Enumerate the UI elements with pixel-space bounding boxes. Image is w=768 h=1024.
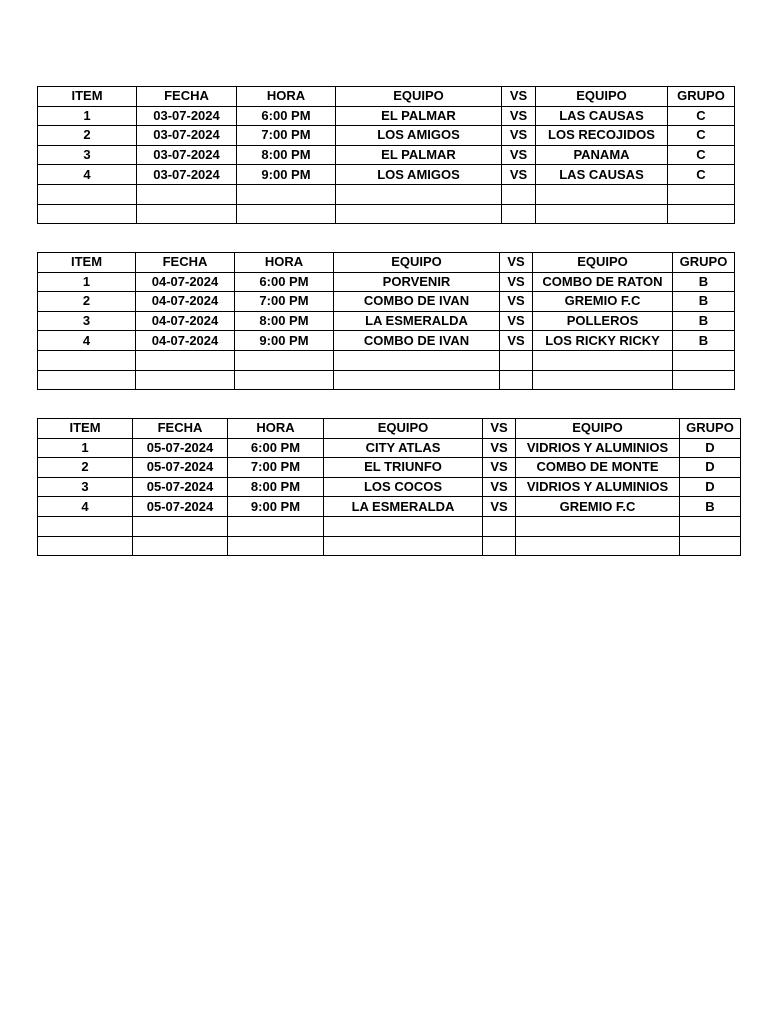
header-grupo: GRUPO — [673, 253, 735, 273]
table-row — [38, 331, 735, 351]
header-item: ITEM — [38, 419, 133, 439]
cell-grupo: B — [673, 292, 735, 312]
cell-vs: VS — [483, 438, 516, 458]
table-row — [38, 145, 735, 165]
cell-grupo: C — [668, 106, 735, 126]
cell-hora: 9:00 PM — [235, 331, 334, 351]
cell-equipo-local — [334, 370, 500, 390]
cell-equipo-local: PORVENIR — [334, 272, 500, 292]
schedule-table-2 — [37, 252, 735, 390]
cell-item: 2 — [38, 292, 136, 312]
cell-item: 4 — [38, 497, 133, 517]
cell-grupo — [668, 204, 735, 224]
cell-grupo — [673, 350, 735, 370]
cell-equipo-local: LOS AMIGOS — [336, 126, 502, 146]
cell-vs: VS — [500, 311, 533, 331]
cell-vs — [500, 350, 533, 370]
cell-fecha: 05-07-2024 — [133, 458, 228, 478]
cell-grupo — [680, 536, 741, 556]
header-equipo-local: EQUIPO — [324, 419, 483, 439]
table-row — [38, 184, 735, 204]
table-row — [38, 204, 735, 224]
cell-equipo-visitante: PANAMA — [536, 145, 668, 165]
cell-equipo-local — [336, 204, 502, 224]
cell-vs — [500, 370, 533, 390]
cell-item: 3 — [38, 477, 133, 497]
cell-equipo-visitante: COMBO DE MONTE — [516, 458, 680, 478]
header-equipo-visitante: EQUIPO — [533, 253, 673, 273]
cell-equipo-visitante: LOS RECOJIDOS — [536, 126, 668, 146]
header-grupo: GRUPO — [668, 87, 735, 107]
cell-fecha: 05-07-2024 — [133, 477, 228, 497]
cell-equipo-local: EL PALMAR — [336, 106, 502, 126]
cell-hora — [228, 536, 324, 556]
cell-grupo — [673, 370, 735, 390]
table-row — [38, 477, 741, 497]
cell-vs — [483, 516, 516, 536]
cell-fecha: 05-07-2024 — [133, 497, 228, 517]
cell-vs — [502, 204, 536, 224]
cell-equipo-local: LOS COCOS — [324, 477, 483, 497]
table-row — [38, 516, 741, 536]
header-hora: HORA — [228, 419, 324, 439]
table-row — [38, 165, 735, 185]
cell-equipo-visitante: VIDRIOS Y ALUMINIOS — [516, 438, 680, 458]
cell-fecha: 03-07-2024 — [137, 165, 237, 185]
table-row — [38, 497, 741, 517]
header-row — [38, 419, 741, 439]
cell-hora: 8:00 PM — [235, 311, 334, 331]
cell-equipo-visitante — [536, 204, 668, 224]
cell-fecha — [136, 370, 235, 390]
cell-fecha: 04-07-2024 — [136, 331, 235, 351]
header-fecha: FECHA — [137, 87, 237, 107]
header-fecha: FECHA — [136, 253, 235, 273]
cell-fecha: 05-07-2024 — [133, 438, 228, 458]
table-row — [38, 438, 741, 458]
cell-item: 3 — [38, 145, 137, 165]
header-row — [38, 87, 735, 107]
cell-grupo: B — [673, 311, 735, 331]
cell-hora: 8:00 PM — [237, 145, 336, 165]
cell-grupo: D — [680, 438, 741, 458]
cell-hora: 8:00 PM — [228, 477, 324, 497]
cell-grupo: D — [680, 458, 741, 478]
cell-fecha — [136, 350, 235, 370]
cell-hora — [237, 184, 336, 204]
cell-equipo-visitante: POLLEROS — [533, 311, 673, 331]
cell-hora — [228, 516, 324, 536]
cell-fecha: 03-07-2024 — [137, 106, 237, 126]
cell-fecha: 04-07-2024 — [136, 292, 235, 312]
cell-equipo-local — [336, 184, 502, 204]
cell-fecha: 04-07-2024 — [136, 311, 235, 331]
cell-item: 4 — [38, 331, 136, 351]
cell-hora: 7:00 PM — [228, 458, 324, 478]
cell-hora: 7:00 PM — [237, 126, 336, 146]
cell-vs: VS — [500, 272, 533, 292]
cell-equipo-local: LOS AMIGOS — [336, 165, 502, 185]
cell-equipo-local: LA ESMERALDA — [324, 497, 483, 517]
cell-equipo-visitante: LAS CAUSAS — [536, 165, 668, 185]
cell-item — [38, 204, 137, 224]
cell-vs — [483, 536, 516, 556]
cell-grupo: B — [673, 272, 735, 292]
cell-equipo-local: CITY ATLAS — [324, 438, 483, 458]
cell-item: 2 — [38, 126, 137, 146]
cell-equipo-local: EL PALMAR — [336, 145, 502, 165]
cell-fecha — [133, 536, 228, 556]
cell-hora: 7:00 PM — [235, 292, 334, 312]
cell-fecha: 03-07-2024 — [137, 126, 237, 146]
table-row — [38, 126, 735, 146]
cell-grupo — [680, 516, 741, 536]
table-row — [38, 536, 741, 556]
cell-grupo: C — [668, 126, 735, 146]
cell-item: 1 — [38, 272, 136, 292]
cell-equipo-visitante: LOS RICKY RICKY — [533, 331, 673, 351]
cell-equipo-visitante — [533, 370, 673, 390]
cell-equipo-local: COMBO DE IVAN — [334, 292, 500, 312]
cell-hora: 6:00 PM — [228, 438, 324, 458]
table-row — [38, 272, 735, 292]
table-row — [38, 311, 735, 331]
cell-equipo-visitante — [533, 350, 673, 370]
cell-equipo-visitante — [516, 516, 680, 536]
cell-equipo-local — [334, 350, 500, 370]
cell-equipo-visitante: VIDRIOS Y ALUMINIOS — [516, 477, 680, 497]
cell-item: 2 — [38, 458, 133, 478]
cell-item: 4 — [38, 165, 137, 185]
cell-equipo-visitante: LAS CAUSAS — [536, 106, 668, 126]
header-item: ITEM — [38, 87, 137, 107]
schedule-table-1 — [37, 86, 735, 224]
cell-grupo: B — [673, 331, 735, 351]
table-row — [38, 106, 735, 126]
cell-item — [38, 370, 136, 390]
cell-item — [38, 536, 133, 556]
cell-hora: 9:00 PM — [228, 497, 324, 517]
cell-vs: VS — [500, 331, 533, 351]
cell-hora: 9:00 PM — [237, 165, 336, 185]
table-row — [38, 292, 735, 312]
header-equipo-local: EQUIPO — [334, 253, 500, 273]
cell-grupo: B — [680, 497, 741, 517]
cell-grupo: C — [668, 145, 735, 165]
cell-item — [38, 350, 136, 370]
cell-hora: 6:00 PM — [237, 106, 336, 126]
header-vs: VS — [502, 87, 536, 107]
cell-item: 1 — [38, 106, 137, 126]
cell-item — [38, 516, 133, 536]
table-row — [38, 458, 741, 478]
cell-vs: VS — [502, 106, 536, 126]
schedule-table-3 — [37, 418, 741, 556]
cell-item — [38, 184, 137, 204]
header-vs: VS — [500, 253, 533, 273]
header-equipo-local: EQUIPO — [336, 87, 502, 107]
table-row — [38, 370, 735, 390]
cell-fecha: 03-07-2024 — [137, 145, 237, 165]
header-equipo-visitante: EQUIPO — [536, 87, 668, 107]
cell-hora — [235, 350, 334, 370]
table-row — [38, 350, 735, 370]
cell-equipo-local — [324, 536, 483, 556]
cell-vs: VS — [483, 497, 516, 517]
cell-vs: VS — [483, 458, 516, 478]
cell-vs: VS — [483, 477, 516, 497]
cell-equipo-visitante — [516, 536, 680, 556]
cell-item: 3 — [38, 311, 136, 331]
header-equipo-visitante: EQUIPO — [516, 419, 680, 439]
cell-hora — [235, 370, 334, 390]
header-hora: HORA — [235, 253, 334, 273]
cell-equipo-local: LA ESMERALDA — [334, 311, 500, 331]
cell-vs: VS — [502, 165, 536, 185]
header-fecha: FECHA — [133, 419, 228, 439]
cell-equipo-visitante: COMBO DE RATON — [533, 272, 673, 292]
cell-equipo-local: COMBO DE IVAN — [334, 331, 500, 351]
cell-equipo-visitante: GREMIO F.C — [533, 292, 673, 312]
cell-hora — [237, 204, 336, 224]
cell-equipo-local — [324, 516, 483, 536]
cell-vs: VS — [502, 126, 536, 146]
cell-vs: VS — [500, 292, 533, 312]
header-hora: HORA — [237, 87, 336, 107]
cell-equipo-visitante — [536, 184, 668, 204]
cell-vs: VS — [502, 145, 536, 165]
cell-equipo-visitante: GREMIO F.C — [516, 497, 680, 517]
cell-grupo: C — [668, 165, 735, 185]
cell-fecha: 04-07-2024 — [136, 272, 235, 292]
cell-equipo-local: EL TRIUNFO — [324, 458, 483, 478]
cell-hora: 6:00 PM — [235, 272, 334, 292]
header-vs: VS — [483, 419, 516, 439]
header-row — [38, 253, 735, 273]
cell-vs — [502, 184, 536, 204]
header-item: ITEM — [38, 253, 136, 273]
cell-fecha — [137, 204, 237, 224]
header-grupo: GRUPO — [680, 419, 741, 439]
cell-grupo — [668, 184, 735, 204]
cell-fecha — [133, 516, 228, 536]
cell-grupo: D — [680, 477, 741, 497]
cell-fecha — [137, 184, 237, 204]
cell-item: 1 — [38, 438, 133, 458]
